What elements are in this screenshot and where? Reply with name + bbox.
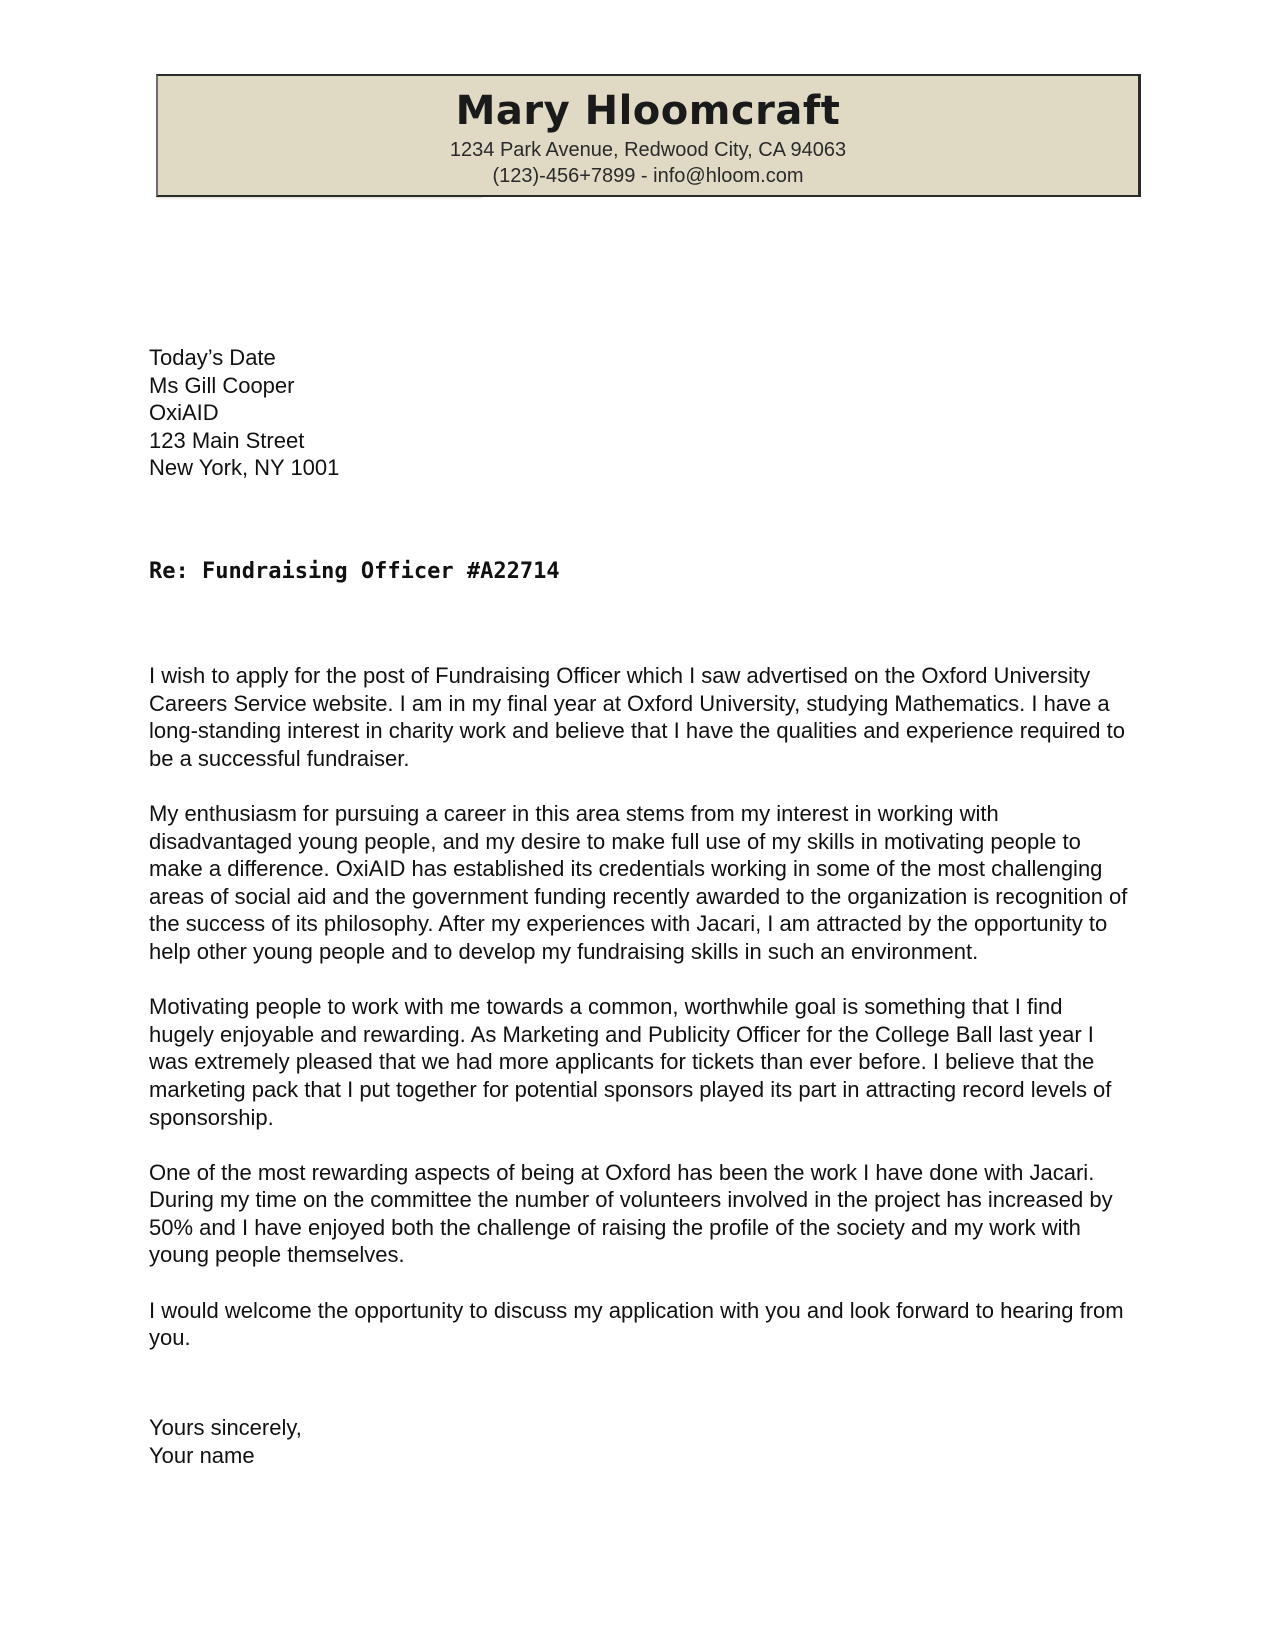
signature-name: Your name <box>149 1442 255 1468</box>
body-paragraph: One of the most rewarding aspects of being at Oxford has been the work I have done with Jacari. During my time on the committee the number of volunteers involved in the project has increased by 50% and I have enjoyed both the challenge of raising the profile of the society and my work with young people themselves. <box>149 1159 1113 1268</box>
recipient-name: Ms Gill Cooper <box>149 372 295 398</box>
sender-name: Mary Hloomcraft <box>455 88 841 134</box>
closing-salutation: Yours sincerely, <box>149 1415 302 1440</box>
body-paragraph: Motivating people to work with me towards a common, worthwhile goal is something that I find hugely enjoyable and rewarding. As Marketing and Publicity Officer for the College Ball last year I was extremely pleased that we had more applicants for tickets than ever before. I believe that the marketing pack that I put together for potential sponsors played its part in attracting record levels of sponsorship. <box>149 994 1112 1130</box>
closing-block <box>149 1414 302 1469</box>
body-paragraph: My enthusiasm for pursuing a career in this area stems from my interest in working with disadvantaged young people, and my desire to make full use of my skills in motivating people to make a difference. OxiAID has established its credentials working in some of the most challenging areas of social aid and the government funding recently awarded to the organization is recognition of the success of its philosophy. After my experiences with Jacari, I am attracted by the opportunity to help other young people and to develop my fundraising skills in such an environment. <box>149 800 1128 964</box>
sender-address: 1234 Park Avenue, Redwood City, CA 94063 <box>449 139 847 161</box>
sender-phone-email: (123)-456+7899 - info@hloom.com <box>492 165 804 187</box>
recipient-organization: OxiAID <box>149 400 219 425</box>
recipient-city: New York, NY 1001 <box>149 455 340 480</box>
body-paragraph: I would welcome the opportunity to discuss my application with you and look forward to hearing from you. <box>149 1297 1124 1351</box>
letter-body <box>149 662 1129 1379</box>
body-paragraph: I wish to apply for the post of Fundraising Officer which I saw advertised on the Oxford University Careers Service website. I am in my final year at Oxford University, studying Mathematics. I have a long-standing interest in charity work and believe that I have the qualities and experience required to be a successful fundraiser. <box>149 663 1125 771</box>
recipient-street: 123 Main Street <box>149 427 305 453</box>
subject-line: Re: Fundraising Officer #A22714 <box>149 559 560 584</box>
recipient-block <box>149 344 339 482</box>
letter-date: Today’s Date <box>149 345 276 370</box>
letterhead <box>156 74 1141 197</box>
